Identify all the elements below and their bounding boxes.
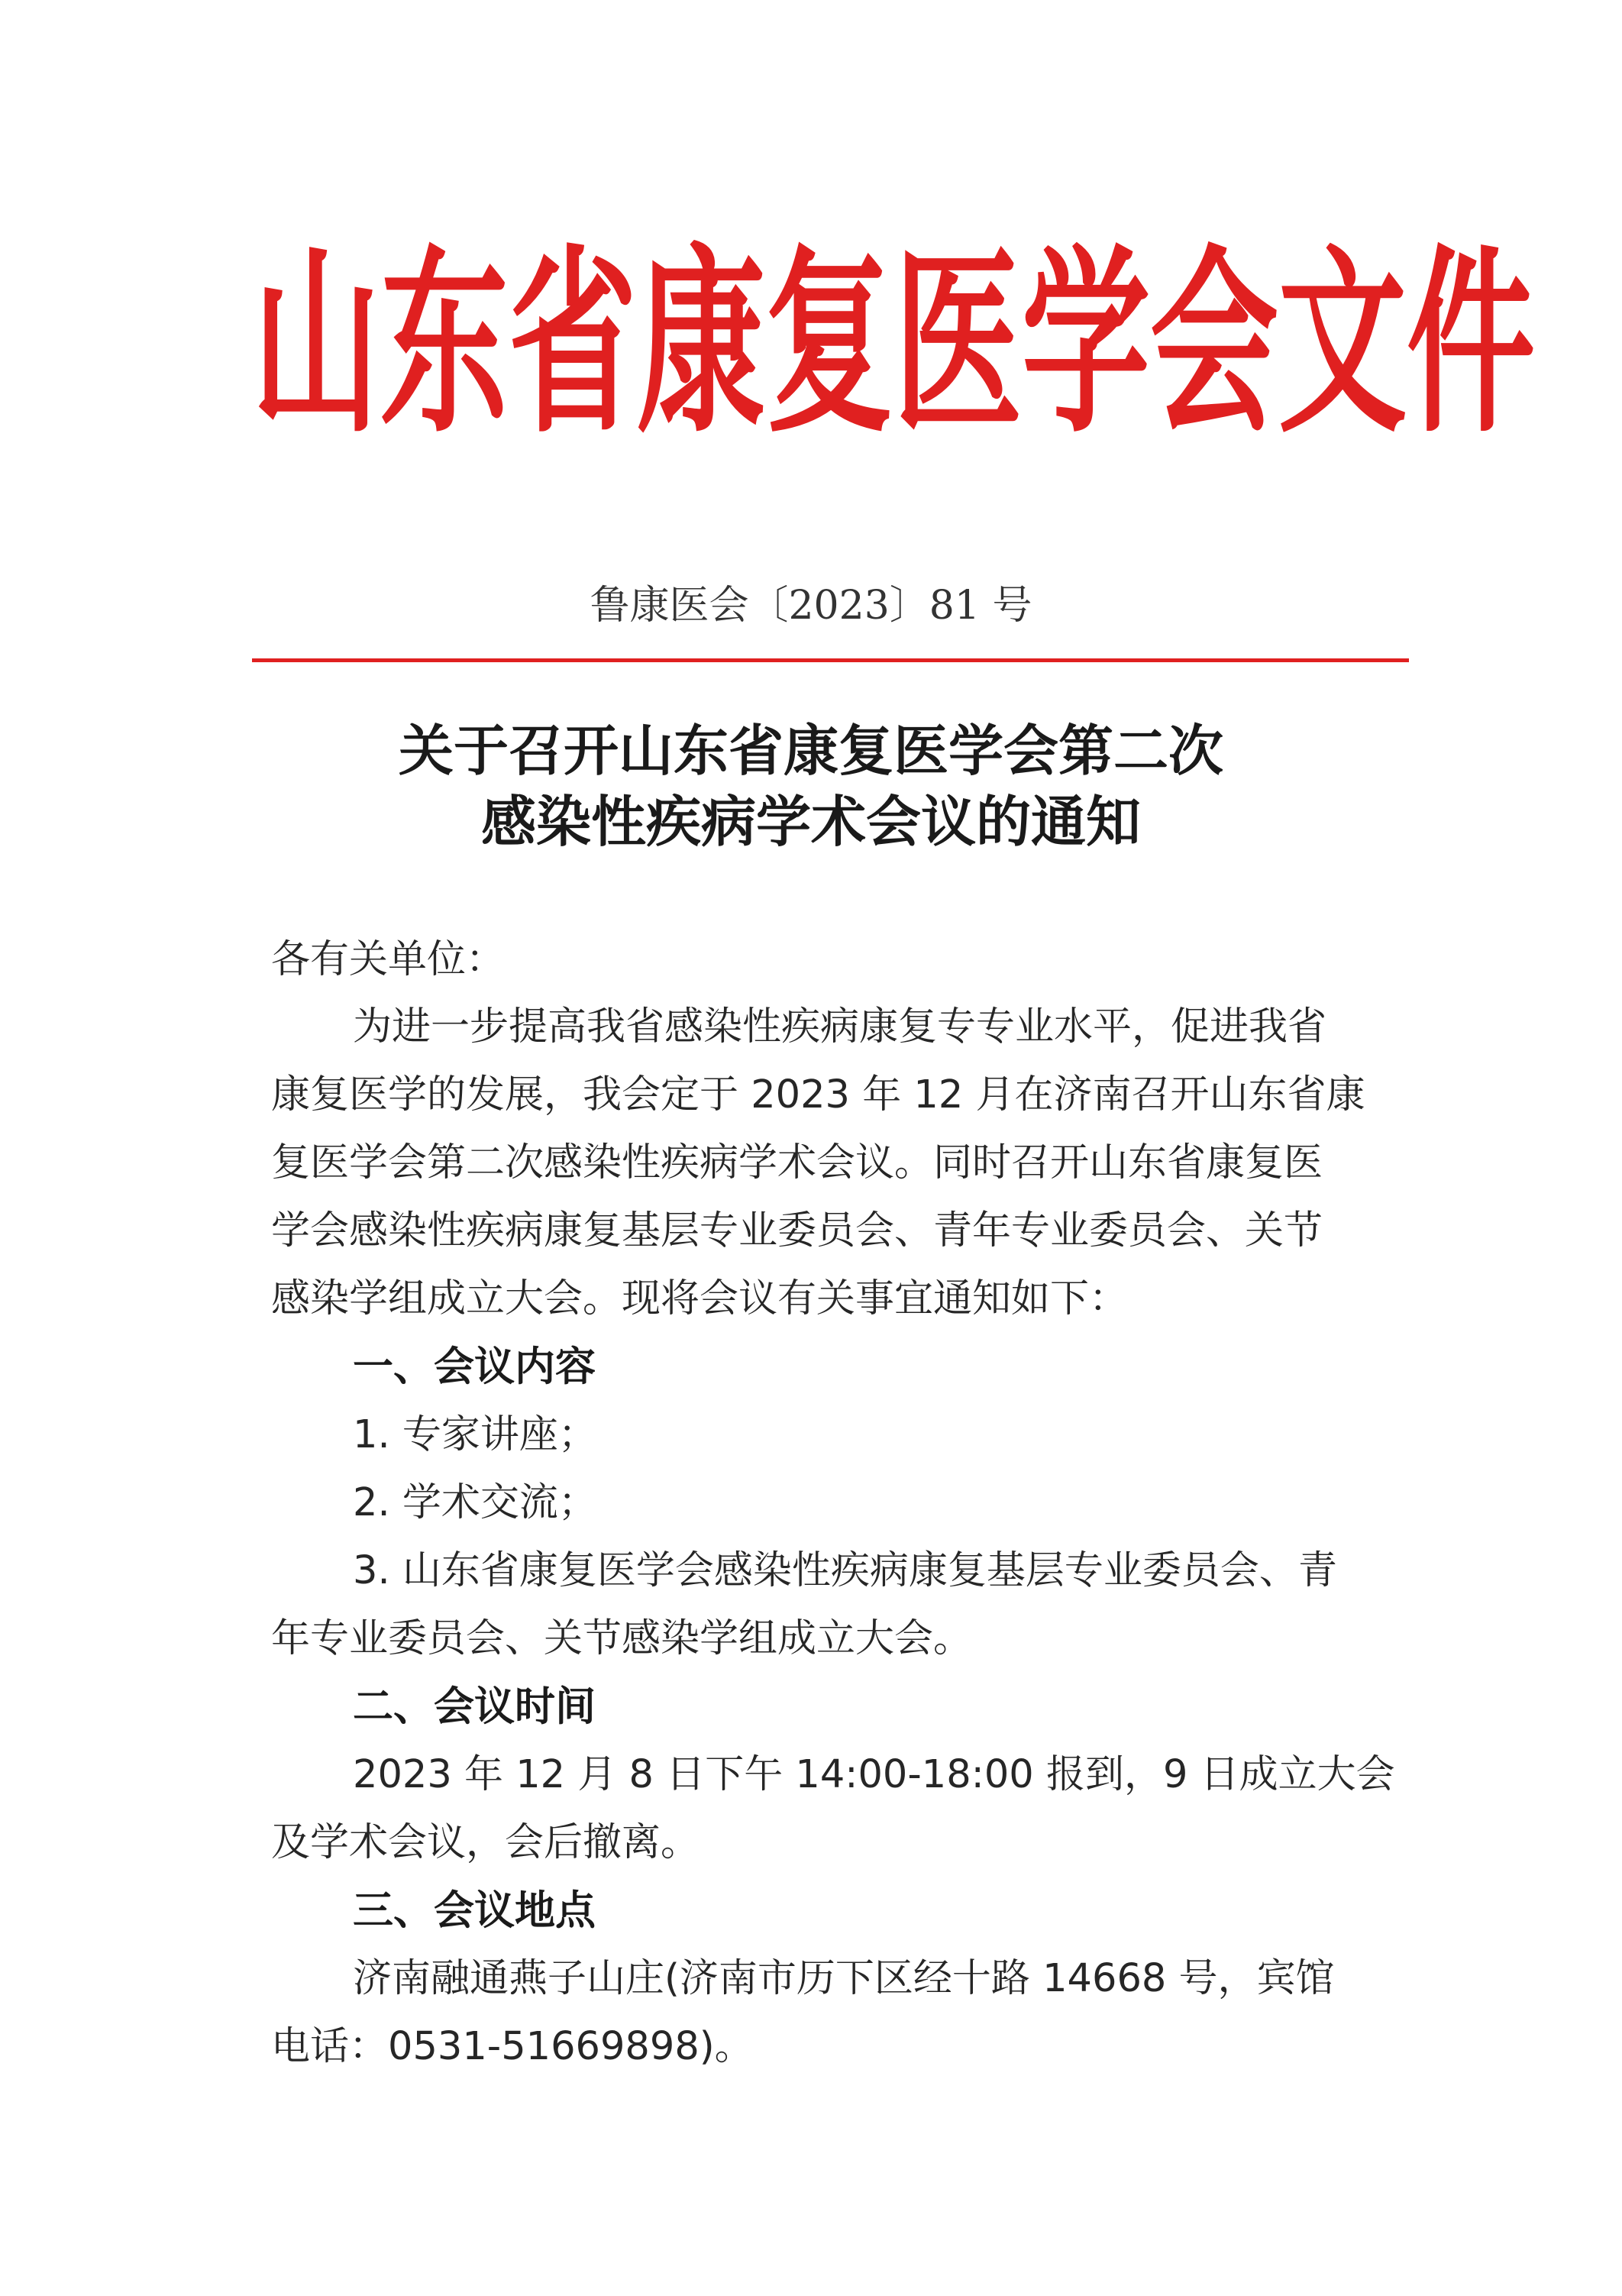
meeting-location-line: 电话：0531-51669898)。 xyxy=(271,2024,754,2069)
meeting-content-item: 3. 山东省康复医学会感染性疾病康复基层专业委员会、青 xyxy=(353,1548,1337,1593)
section-heading-meeting-time: 二、会议时间 xyxy=(353,1683,596,1730)
section-heading-meeting-location: 三、会议地点 xyxy=(353,1887,596,1934)
section-heading-meeting-content: 一、会议内容 xyxy=(353,1344,596,1390)
red-divider-line xyxy=(252,658,1409,662)
meeting-content-item: 2. 学术交流； xyxy=(353,1480,597,1525)
intro-paragraph-line: 康复医学的发展，我会定于 2023 年 12 月在济南召开山东省康 xyxy=(271,1072,1365,1117)
meeting-content-item: 1. 专家讲座； xyxy=(353,1412,597,1457)
document-number: 鲁康医会〔2023〕81 号 xyxy=(590,583,1032,629)
meeting-time-line: 及学术会议，会后撤离。 xyxy=(271,1820,700,1865)
intro-paragraph-line: 为进一步提高我省感染性疾病康复专专业水平，促进我省 xyxy=(353,1004,1327,1049)
notice-title-line-2: 感染性疾病学术会议的通知 xyxy=(480,789,1141,854)
intro-paragraph-line: 学会感染性疾病康复基层专业委员会、青年专业委员会、关节 xyxy=(271,1208,1323,1253)
notice-title-line-1: 关于召开山东省康复医学会第二次 xyxy=(398,718,1223,783)
meeting-location-line: 济南融通燕子山庄(济南市历下区经十路 14668 号，宾馆 xyxy=(353,1956,1335,2001)
salutation: 各有关单位： xyxy=(271,937,506,982)
intro-paragraph-line: 感染学组成立大会。现将会议有关事宜通知如下： xyxy=(271,1276,1129,1321)
meeting-content-item: 年专业委员会、关节感染学组成立大会。 xyxy=(271,1616,973,1661)
meeting-time-line: 2023 年 12 月 8 日下午 14:00-18:00 报到，9 日成立大会 xyxy=(353,1752,1395,1797)
org-header-title: 山东省康复医学会文件 xyxy=(252,228,1535,460)
intro-paragraph-line: 复医学会第二次感染性疾病学术会议。同时召开山东省康复医 xyxy=(271,1140,1323,1185)
